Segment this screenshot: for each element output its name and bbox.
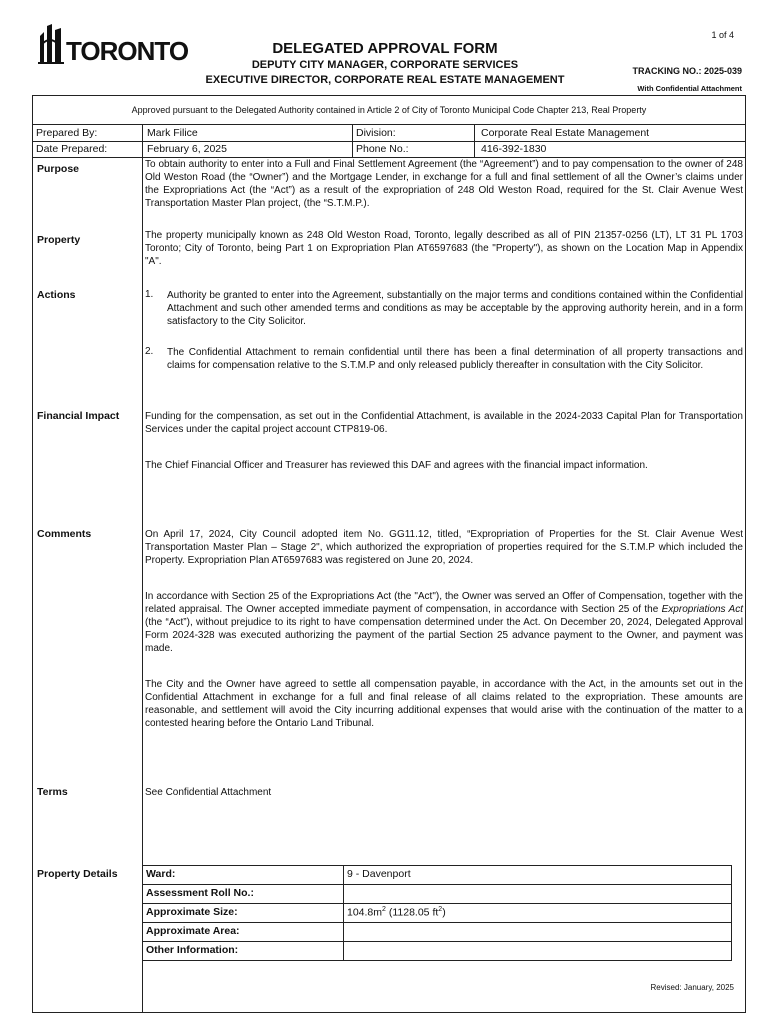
ward-label: Ward: (143, 866, 344, 885)
table-row (143, 866, 732, 885)
divider (32, 124, 746, 125)
table-row (143, 885, 732, 904)
form-title: DELEGATED APPROVAL FORM (272, 40, 498, 57)
approximate-area-label: Approximate Area: (143, 923, 344, 942)
comments-label: Comments (37, 528, 92, 540)
comments-paragraph-1: On April 17, 2024, City Council adopted item No. GG11.12, titled, “Expropriation of Properties for the St. Clair Avenue West Transportation Master Plan – Stage 2", which authorized the expropriation of properties required for the S.T.M.P which included the Property. Expropriation Plan AT6597683 was registered on June 20, 2024. (145, 529, 743, 566)
svg-text:TORONTO: TORONTO (66, 36, 189, 66)
column-divider (352, 124, 353, 157)
property-details-label: Property Details (37, 868, 118, 880)
approximate-size-value: $104.8m^2$ (1128.05 $ft^2$) (344, 904, 732, 923)
page-indicator: 1 of 4 (711, 30, 734, 40)
prepared-by-value: Mark Filice (147, 127, 198, 139)
action-1-text: Authority be granted to enter into the Agreement, substantially on the major terms and conditions contained within the Confidential Attachment and such other amended terms and conditions as may be acceptable by the approving authority herein, and in a form satisfactory to the City Solicitor. (167, 290, 743, 327)
comments-paragraph-3: The City and the Owner have agreed to settle all compensation payable, in accordance with the Act, in the amounts set out in the Confidential Attachment in exchange for a full and final release of all claims related to the expropriation. These amounts are reasonable, and settlement will avoid the City incurring additional expenses that would arise with the continuation of the matter to a contested hearing before the Ontario Land Tribunal. (145, 679, 743, 729)
other-information-value (344, 942, 732, 961)
confidential-note: With Confidential Attachment (637, 84, 742, 93)
financial-impact-label: Financial Impact (37, 410, 120, 422)
table-row (143, 923, 732, 942)
action-number: 1. (145, 289, 154, 300)
other-information-label: Other Information: (143, 942, 344, 961)
tracking-number: TRACKING NO.: 2025-039 (632, 66, 742, 76)
assessment-roll-label: Assessment Roll No.: (143, 885, 344, 904)
terms-label: Terms (37, 786, 68, 798)
division-label: Division: (356, 127, 396, 139)
subtitle-line1: DEPUTY CITY MANAGER, CORPORATE SERVICES (251, 59, 519, 71)
action-number: 2. (145, 346, 154, 357)
financial-impact-text: Funding for the compensation, as set out in the Confidential Attachment, is available in the 2024-2033 Capital Plan for Transportation Services under the capital project account CTP819-06. (145, 411, 743, 435)
financial-review-text: The Chief Financial Officer and Treasurer has reviewed this DAF and agrees with the financial impact information. (145, 460, 648, 471)
purpose-label: Purpose (37, 163, 80, 175)
approved-statement: Approved pursuant to the Delegated Authority contained in Article 2 of City of Toronto Municipal Code Chapter 213, Real Property (131, 105, 647, 115)
purpose-text: To obtain authority to enter into a Full and Final Settlement Agreement (the “Agreement”) and to pay compensation to the owner of 248 Old Weston Road (the “Owner”) and the Mortgage Lender, in exchange for a full and final settlement of all the Owner’s claims under the Expropriations Act (the “Act”) as a result of the expropriation of 248 Old Weston Road, required for the St. Clair Avenue West Transportation Master Plan project, (the “S.T.M.P.). (145, 159, 743, 209)
prepared-by-label: Prepared By: (36, 127, 98, 139)
column-divider (474, 124, 475, 157)
property-label: Property (37, 234, 81, 246)
date-prepared-label: Date Prepared: (36, 143, 108, 155)
date-prepared-value: February 6, 2025 (147, 143, 227, 155)
revision-date: Revised: January, 2025 (650, 983, 734, 992)
property-details-table (142, 865, 732, 961)
assessment-roll-value (344, 885, 732, 904)
subtitle-line2: EXECUTIVE DIRECTOR, CORPORATE REAL ESTATE MANAGEMENT (205, 74, 565, 86)
table-row (143, 942, 732, 961)
phone-label: Phone No.: (356, 143, 409, 155)
terms-text: See Confidential Attachment (145, 787, 272, 798)
phone-value: 416-392-1830 (481, 143, 547, 155)
actions-label: Actions (37, 289, 76, 301)
property-text: The property municipally known as 248 Old Weston Road, Toronto, legally described as all of PIN 21357-0256 (LT), LT 31 PL 1703 Toronto; City of Toronto, being Part 1 on Expropriation Plan AT6597683 (the "Property"), as shown on the Location Map in Appendix "A". (145, 230, 743, 267)
ward-value: 9 - Davenport (344, 866, 732, 885)
approximate-area-value (344, 923, 732, 942)
action-2-text: The Confidential Attachment to remain confidential until there has been a final determination of all property transactions and claims for compensation relative to the S.T.M.P and only released publicly thereafter in consultation with the City Solicitor. (167, 347, 743, 371)
division-value: Corporate Real Estate Management (481, 127, 650, 139)
divider (32, 141, 746, 142)
table-row (143, 904, 732, 923)
approximate-size-label: Approximate Size: (143, 904, 344, 923)
comments-paragraph-2: In accordance with Section 25 of the Expropriations Act (the "Act"), the Owner was served an Offer of Compensation, together with the related appraisal. The Owner accepted immediate payment of compensation, in accordance with Section 25 of the Expropriations Act (the “Act”), without prejudice to its right to have compensation determined under the Act. On December 20, 2024, Delegated Approval Form 2024-328 was executed authorizing the payment of the partial Section 25 advance payment to the Owner, and payment was made. (145, 591, 743, 654)
